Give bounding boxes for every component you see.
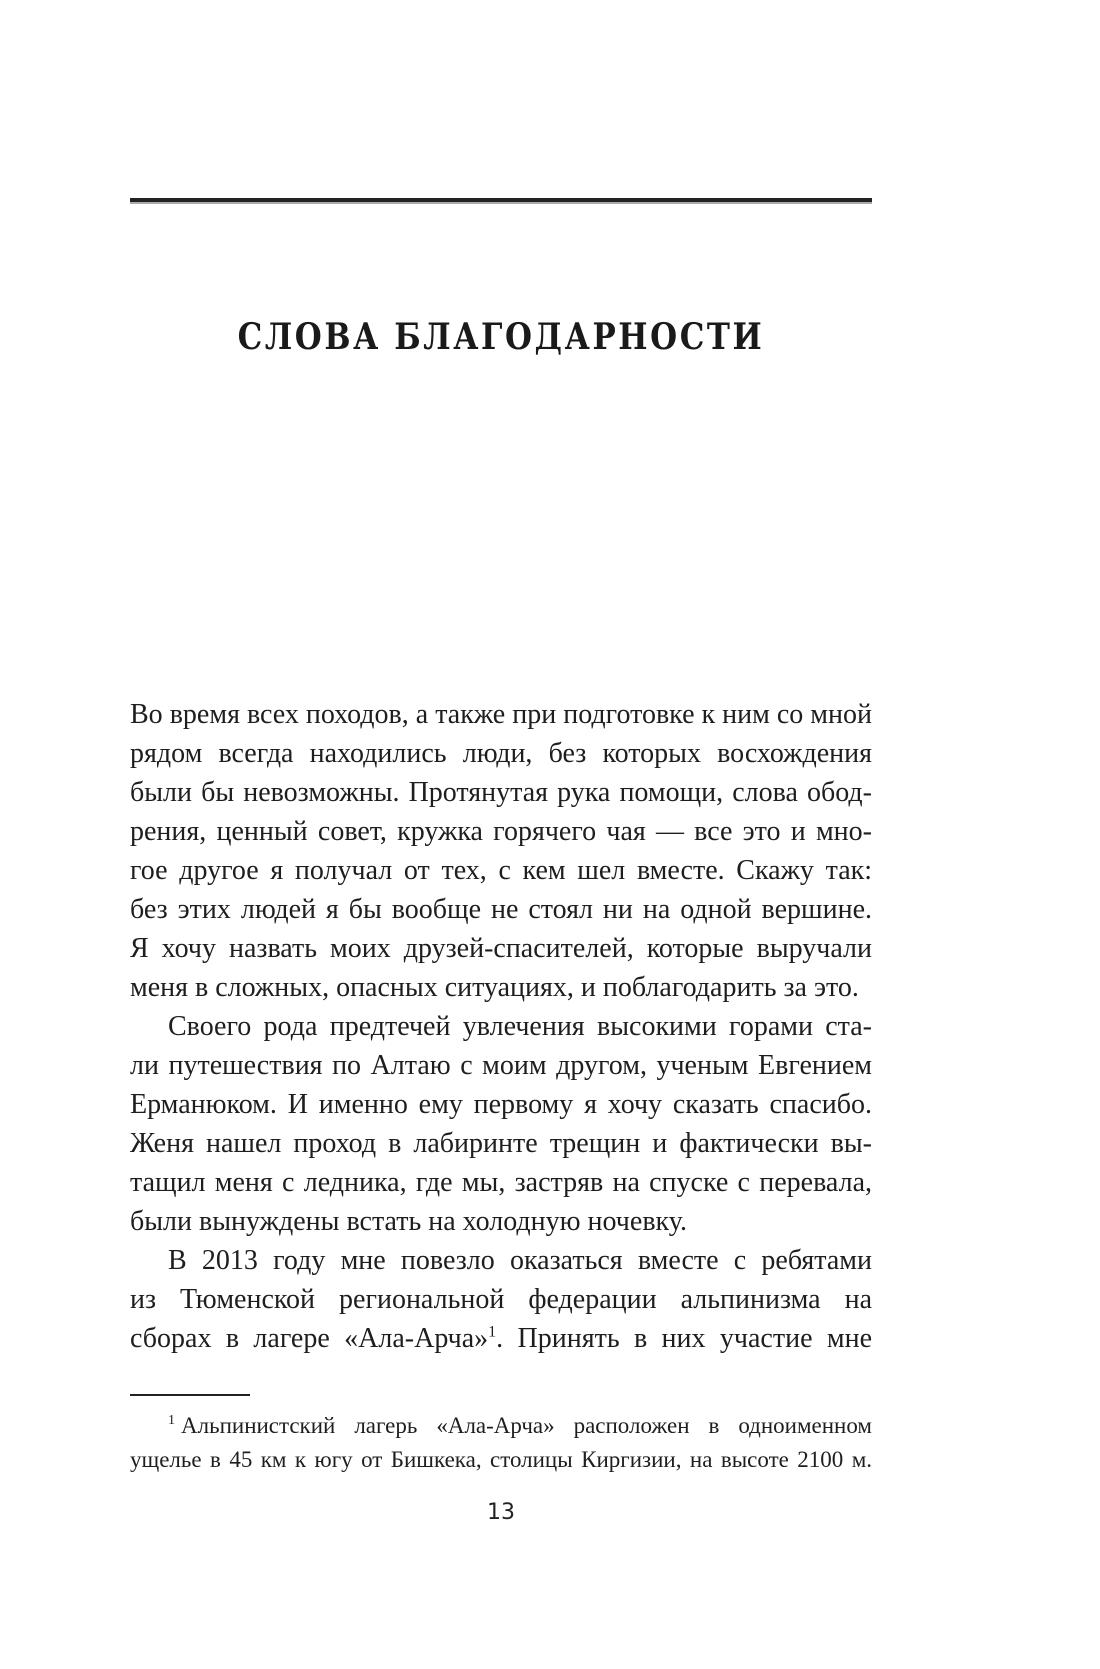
footnote-separator <box>130 1394 250 1396</box>
text-line: без этих людей я бы вообще не стоял ни на одной вершине. <box>130 894 872 925</box>
text-line: Ерманюком. И именно ему первому я хочу сказать спасибо. <box>130 1089 872 1120</box>
text-line: рения, ценный совет, кружка горячего чая — все это и мно- <box>130 816 872 847</box>
text-line: Во время всех походов, а также при подготовке к ним со мной <box>130 699 872 730</box>
footnote-line <box>130 1409 872 1443</box>
text-fragment: сборах в лагере «Ала-Арча» <box>130 1323 489 1354</box>
chapter-title: СЛОВА БЛАГОДАРНОСТИ <box>237 316 765 358</box>
text-line: Своего рода предтечей увлечения высокими горами ста- <box>168 1011 872 1042</box>
text-line: Женя нашел проход в лабиринте трещин и фактически вы- <box>130 1128 872 1159</box>
text-line: гое другое я получал от тех, с кем шел вместе. Скажу так: <box>130 855 872 886</box>
body-text <box>130 695 872 1358</box>
footnote-line: ущелье в 45 км к югу от Бишкека, столицы Киргизии, на высоте 2100 м. <box>130 1447 872 1472</box>
footnote-text: Альпинистский лагерь «Ала-Арча» расположен в одноименном <box>181 1413 872 1438</box>
text-line: Я хочу назвать моих друзей-спасителей, которые выручали <box>130 933 872 964</box>
text-line: меня в сложных, опасных ситуациях, и поблагодарить за это. <box>130 972 859 1003</box>
text-line: тащил меня с ледника, где мы, застряв на спуске с перевала, <box>130 1167 872 1198</box>
page-number: 13 <box>487 1500 515 1525</box>
text-line: из Тюменской региональной федерации альпинизма на <box>130 1284 872 1315</box>
text-line: ли путешествия по Алтаю с моим другом, ученым Евгением <box>130 1050 872 1081</box>
text-line: были бы невозможны. Протянутая рука помощи, слова обод- <box>130 777 872 808</box>
text-fragment: . Принять в них участие мне <box>496 1323 872 1354</box>
text-line: В 2013 году мне повезло оказаться вместе с ребятами <box>168 1245 872 1276</box>
text-line: рядом всегда находились люди, без которых восхождения <box>130 738 872 769</box>
text-line-with-footnote <box>130 1319 872 1358</box>
chapter-top-rule <box>130 198 872 202</box>
footnote-reference[interactable]: 1 <box>488 1323 497 1341</box>
footnote-marker: 1 <box>168 1413 175 1429</box>
text-line: были вынуждены встать на холодную ночевку. <box>130 1206 687 1237</box>
footnote <box>130 1409 872 1477</box>
